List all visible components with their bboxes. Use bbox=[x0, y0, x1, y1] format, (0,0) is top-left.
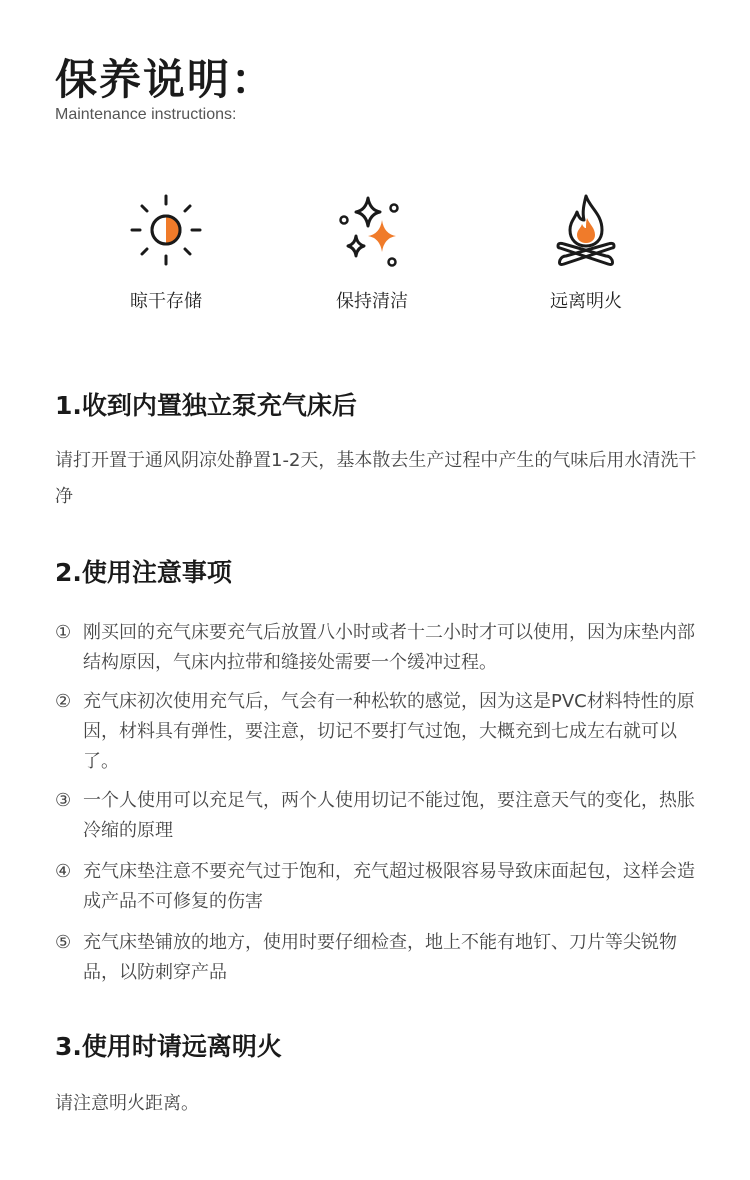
note-number: ⑤ bbox=[55, 932, 72, 953]
page-title: 保养说明： bbox=[55, 55, 276, 104]
fire-icon bbox=[546, 190, 626, 270]
note-text: 充气床初次使用充气后，气会有一种松软的感觉，因为这是PVC材料特性的原因，材料具有弹性，要注意，切记不要打气过饱，大概充到七成左右就可以了。 bbox=[83, 691, 695, 772]
care-item-dry bbox=[96, 190, 236, 314]
sparkle-icon bbox=[332, 190, 412, 270]
care-label-dry: 晾干存储 bbox=[130, 291, 202, 312]
page-subtitle: Maintenance instructions: bbox=[55, 106, 237, 123]
note-number: ④ bbox=[55, 861, 72, 882]
note-item bbox=[55, 687, 705, 777]
note-item bbox=[55, 857, 705, 917]
section-1-title: 1.收到内置独立泵充气床后 bbox=[55, 391, 357, 420]
care-label-fire: 远离明火 bbox=[550, 291, 622, 312]
section-1-text: 请打开置于通风阴凉处静置1-2天，基本散去生产过程中产生的气味后用水清洗干净 bbox=[55, 450, 697, 507]
sun-icon bbox=[126, 190, 206, 270]
note-item bbox=[55, 618, 705, 678]
care-icon-row bbox=[0, 190, 750, 320]
note-item bbox=[55, 928, 705, 988]
note-text: 充气床垫铺放的地方，使用时要仔细检查，地上不能有地钉、刀片等尖锐物品，以防刺穿产品 bbox=[83, 932, 677, 983]
care-label-clean: 保持清洁 bbox=[336, 291, 408, 312]
note-number: ③ bbox=[55, 790, 72, 811]
section-3-title: 3.使用时请远离明火 bbox=[55, 1032, 282, 1061]
care-item-clean bbox=[302, 190, 442, 314]
section-2-title: 2.使用注意事项 bbox=[55, 558, 232, 587]
note-text: 刚买回的充气床要充气后放置八小时或者十二小时才可以使用，因为床垫内部结构原因，气床内拉带和缝接处需要一个缓冲过程。 bbox=[83, 622, 695, 673]
note-number: ① bbox=[55, 622, 72, 643]
note-number: ② bbox=[55, 691, 72, 712]
note-text: 充气床垫注意不要充气过于饱和，充气超过极限容易导致床面起包，这样会造成产品不可修复的伤害 bbox=[83, 861, 695, 912]
section-3-text: 请注意明火距离。 bbox=[55, 1093, 199, 1114]
note-text: 一个人使用可以充足气，两个人使用切记不能过饱，要注意天气的变化，热胀冷缩的原理 bbox=[83, 790, 695, 841]
note-item bbox=[55, 786, 705, 846]
care-item-fire bbox=[516, 190, 656, 314]
